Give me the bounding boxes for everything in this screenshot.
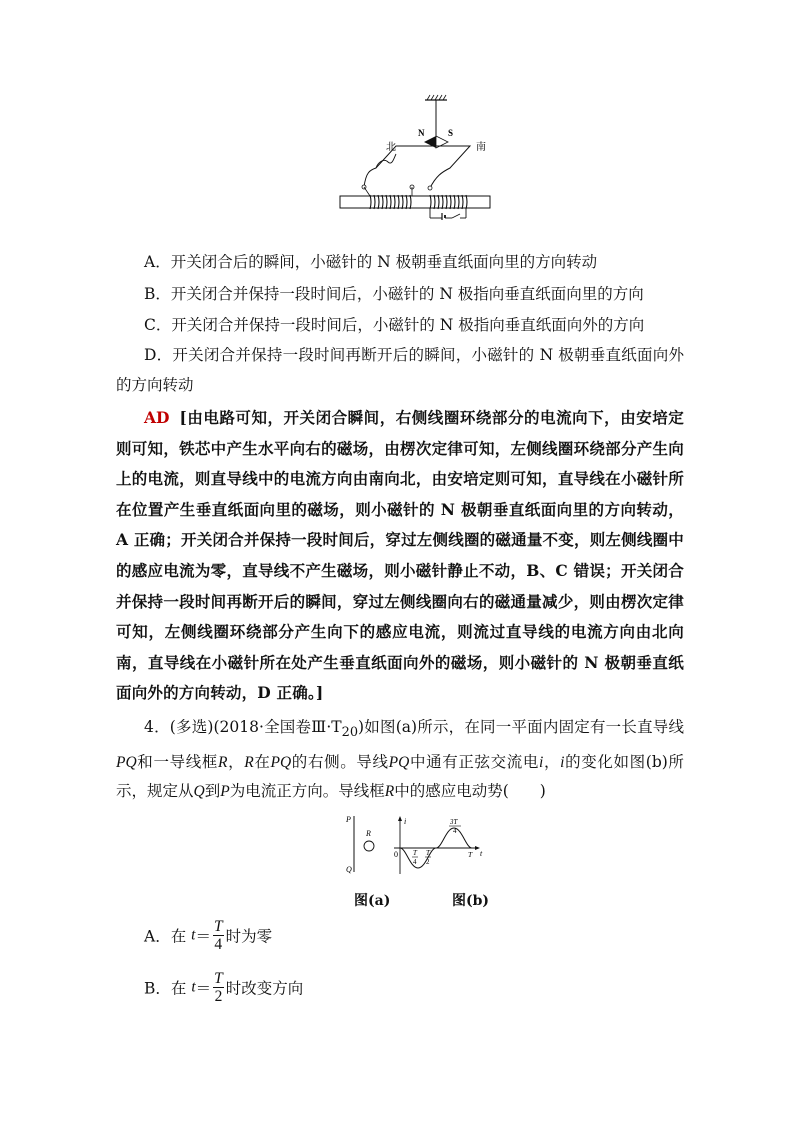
option-letter: A． <box>144 927 171 946</box>
caption-a: 图(a) <box>354 893 391 909</box>
answer-key: AD <box>144 408 170 427</box>
var-p: P <box>220 783 230 801</box>
stem-text: ， <box>543 752 561 771</box>
fraction-numerator: T <box>214 970 223 987</box>
stem-text: 的右侧。导线 <box>291 752 389 771</box>
fraction-denominator: 4 <box>214 936 223 953</box>
q4-option-b[interactable] <box>144 970 303 1016</box>
q4-option-a[interactable] <box>144 918 272 964</box>
label-n: N <box>418 128 425 138</box>
loop-r <box>364 841 374 851</box>
q3-solution-block <box>116 403 684 709</box>
var-i: i <box>560 753 565 771</box>
var-i: i <box>539 753 544 771</box>
stem-text: 为电流正方向。导线框 <box>229 782 385 801</box>
equals-sign: ＝ <box>195 979 212 998</box>
question-number: 4． <box>144 718 170 736</box>
label-3t4-num: 3T <box>450 818 458 826</box>
stem-text: 到 <box>204 782 221 801</box>
var-r: R <box>218 753 228 771</box>
question-source-sub: 20 <box>341 725 359 741</box>
label-origin: 0 <box>394 850 398 859</box>
caption-b: 图(b) <box>452 893 490 909</box>
figure-ab <box>344 812 490 878</box>
fraction <box>213 918 224 953</box>
battery-switch-circuit <box>430 208 466 220</box>
option-letter: A． <box>144 253 171 271</box>
stem-text: 和一导线框 <box>136 752 218 771</box>
label-t4-den: 4 <box>413 858 417 866</box>
option-text: 时为零 <box>225 927 273 946</box>
figure-a <box>345 815 374 874</box>
fraction-numerator: T <box>213 918 223 935</box>
question-source: (多选)(2018·全国卷Ⅲ·T <box>169 718 342 736</box>
label-t-axis: t <box>480 849 483 858</box>
option-text: 开关闭合并保持一段时间后，小磁针的 N 极指向垂直纸面向外的方向 <box>171 316 645 334</box>
var-q: Q <box>193 783 205 801</box>
var-t: t <box>191 926 196 944</box>
option-text: 开关闭合并保持一段时间后，小磁针的 N 极指向垂直纸面向里的方向 <box>170 285 644 303</box>
label-p: P <box>346 815 351 824</box>
stem-text: 在 <box>253 752 271 771</box>
equals-sign: ＝ <box>195 927 211 946</box>
label-i: i <box>404 817 407 826</box>
option-text: 在 <box>170 979 192 998</box>
ceiling-support <box>425 95 447 138</box>
label-q: Q <box>346 865 352 874</box>
q3-option-a[interactable] <box>144 252 704 272</box>
option-text: 开关闭合后的瞬间，小磁针的 N 极朝垂直纸面向里的方向转动 <box>170 253 598 271</box>
stem-text: 中的感应电动势( ) <box>394 782 546 801</box>
var-pq: PQ <box>116 753 137 771</box>
stem-text: 中通有正弦交流电 <box>409 752 540 771</box>
label-t4-num: T <box>413 849 417 857</box>
figure-b <box>394 816 483 874</box>
option-letter: B． <box>144 979 171 998</box>
q3-option-c[interactable] <box>144 315 704 335</box>
var-r: R <box>384 783 395 801</box>
var-pq: PQ <box>388 753 410 771</box>
question-source-end: ) <box>358 718 365 736</box>
fraction-denominator: 2 <box>214 988 223 1005</box>
label-north: 北 <box>386 142 396 153</box>
circuit-figure <box>330 92 500 220</box>
var-t: t <box>191 978 196 996</box>
var-r: R <box>244 753 254 771</box>
option-text: 时改变方向 <box>225 979 304 998</box>
option-letter: C． <box>144 316 172 334</box>
option-letter: D． <box>144 346 173 364</box>
label-s: S <box>448 128 454 138</box>
option-text: 开关闭合并保持一段时间再断开后的瞬间，小磁针的 N 极朝垂直纸面向外的方向转动 <box>116 346 684 394</box>
label-t2-num: T <box>426 849 430 857</box>
label-t2-den: 2 <box>426 858 430 866</box>
fraction <box>213 970 224 1005</box>
stem-text: 的变化如图(b)所示，规定从 <box>116 752 684 801</box>
solution-text: [由电路可知，开关闭合瞬间，右侧线圈环绕部分的电流向下，由安培定则可知，铁芯中产生水平向右的磁场，由楞次定律可知，左侧线圈环绕部分产生向上的电流，则直导线中的电流方向由南向北，由安培定则可知，直导线在小磁针所在位置产生垂直纸面向里的磁场，则小磁针的 N 极朝垂直纸面向里的方向转动，A 正确；开关闭合并保持一段时间后，穿过左侧线圈的磁通量不变，则左侧线圈中的感应电流为零，直导线不产生磁场，则小磁针静止不动，B、C 错误；开关闭合并保持一段时间再断开后的瞬间，穿过左侧线圈向右的磁通量减少，则由楞次定律可知，左侧线圈环绕部分产生向下的感应电流，则流过直导线的电流方向由北向南，直导线在小磁针所在处产生垂直纸面向外的磁场，则小磁针的 N 极朝垂直纸面向外的方向转动，D 正确。] <box>116 408 684 703</box>
var-pq: PQ <box>270 753 292 771</box>
q4-stem <box>116 713 684 807</box>
option-letter: B． <box>144 285 171 303</box>
label-3t4-den: 4 <box>453 827 457 835</box>
label-south: 南 <box>476 142 486 153</box>
q3-option-d[interactable] <box>116 341 684 400</box>
straight-wire <box>364 146 470 188</box>
stem-text: 如图(a)所示，在同一平面内固定有一长直导线 <box>364 718 684 736</box>
option-text: 在 <box>170 927 192 946</box>
q3-option-b[interactable] <box>144 284 704 304</box>
label-T: T <box>468 850 473 859</box>
label-r: R <box>366 829 371 838</box>
stem-text: ， <box>227 752 245 771</box>
